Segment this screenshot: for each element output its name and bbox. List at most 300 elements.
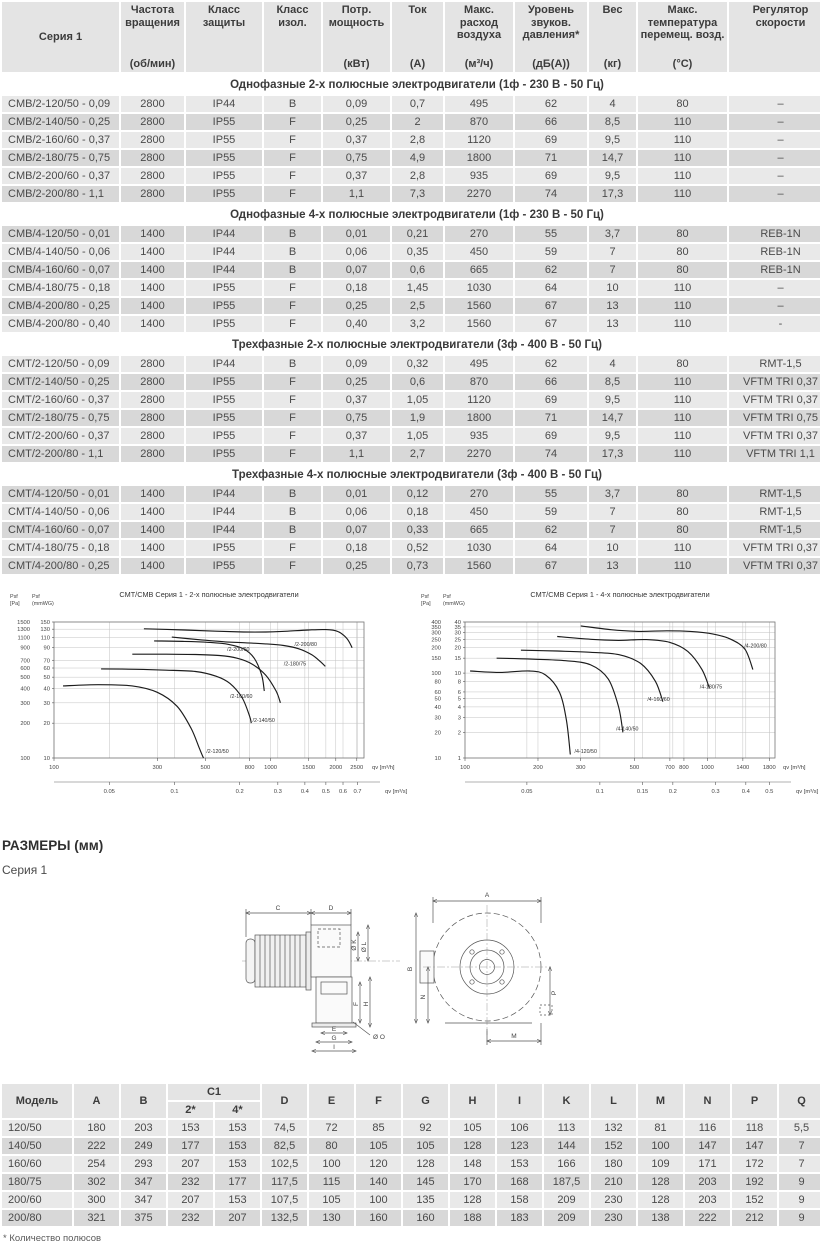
svg-text:0.4: 0.4 [741,789,750,795]
svg-text:1500: 1500 [17,620,30,626]
value-cell: 2,5 [392,298,443,314]
value-cell: 81 [638,1120,683,1136]
value-cell: F [264,316,321,332]
svg-text:/2-140/50: /2-140/50 [252,717,275,724]
value-cell: 1400 [121,316,184,332]
value-cell: VFTM TRI 0,75 [729,410,820,426]
header-row [2,2,820,72]
value-cell: 100 [309,1156,354,1172]
column-header: E [309,1084,354,1118]
chart-grid [465,622,775,758]
value-cell: IP44 [186,522,262,538]
spec-row [2,504,820,520]
column-header: Класс изол. [264,2,321,72]
fan-curves-chart-2pole [4,586,409,824]
value-cell: 2,8 [392,132,443,148]
model-cell: CMB/4-160/60 - 0,07 [2,262,119,278]
value-cell: 935 [445,168,513,184]
value-cell: 92 [403,1120,448,1136]
column-header: Ток (А) [392,2,443,72]
value-cell: 113 [544,1120,589,1136]
spec-row [2,132,820,148]
value-cell: IP44 [186,262,262,278]
svg-text:1500: 1500 [302,765,316,771]
value-cell: 0,25 [323,114,390,130]
value-cell: 302 [74,1174,119,1190]
value-cell: 1,9 [392,410,443,426]
value-cell: 168 [497,1174,542,1190]
value-cell: 2800 [121,96,184,112]
value-cell: 3,7 [589,486,636,502]
value-cell: 64 [515,540,587,556]
svg-text:30: 30 [43,700,50,707]
model-cell: CMT/4-200/80 - 0,25 [2,558,119,574]
value-cell: F [264,428,321,444]
svg-text:30: 30 [454,630,461,637]
fan-curves-chart-4pole [415,586,820,824]
value-cell: 177 [215,1174,260,1190]
value-cell: 7 [589,262,636,278]
column-header: Q [779,1084,820,1118]
model-cell: CMB/4-200/80 - 0,40 [2,316,119,332]
svg-text:/2-180/75: /2-180/75 [283,661,307,668]
value-cell: 0,75 [323,410,390,426]
svg-text:(mmWG): (mmWG) [32,601,54,607]
value-cell: IP55 [186,374,262,390]
model-cell: 120/50 [2,1120,72,1136]
model-cell: CMB/2-200/60 - 0,37 [2,168,119,184]
spec-row [2,410,820,426]
svg-text:qv [m³/s]: qv [m³/s] [385,789,408,795]
value-cell: 71 [515,150,587,166]
value-cell: 183 [497,1210,542,1226]
value-cell: 0,6 [392,262,443,278]
model-cell: CMT/4-160/60 - 0,07 [2,522,119,538]
svg-text:3: 3 [457,715,461,722]
value-cell: 110 [638,558,727,574]
section-title: Трехфазные 4-х полюсные электродвигатели (3ф - 400 В - 50 Гц) [2,464,820,484]
value-cell: 192 [732,1174,777,1190]
value-cell: 0,07 [323,262,390,278]
svg-text:10: 10 [454,671,461,678]
model-cell: 160/60 [2,1156,72,1172]
dim-label-l: Ø L [361,941,368,953]
spec-row [2,114,820,130]
svg-text:1400: 1400 [736,765,750,771]
value-cell: 0,52 [392,540,443,556]
value-cell: VFTM TRI 0,37 [729,540,820,556]
value-cell: 180 [74,1120,119,1136]
value-cell: 0,07 [323,522,390,538]
value-cell: 254 [74,1156,119,1172]
svg-text:0.2: 0.2 [235,789,244,795]
chart-curve-labels [206,642,317,755]
svg-text:0.3: 0.3 [273,789,282,795]
value-cell: REB-1N [729,262,820,278]
column-header: A [74,1084,119,1118]
value-cell: – [729,186,820,202]
value-cell: 13 [589,558,636,574]
svg-text:500: 500 [20,675,30,682]
value-cell: 138 [638,1210,683,1226]
spec-row [2,428,820,444]
svg-text:Psf: Psf [443,594,451,600]
svg-text:200: 200 [431,645,441,652]
value-cell: 0,33 [392,522,443,538]
value-cell: 13 [589,298,636,314]
svg-text:/4-200/80: /4-200/80 [744,643,767,650]
value-cell: 1400 [121,486,184,502]
value-cell: 170 [450,1174,495,1190]
value-cell: 152 [591,1138,636,1154]
value-cell: 67 [515,316,587,332]
column-header: Модель [2,1084,72,1118]
value-cell: IP55 [186,186,262,202]
value-cell: 106 [497,1120,542,1136]
value-cell: 128 [450,1138,495,1154]
svg-text:/4-160/60: /4-160/60 [647,696,670,703]
column-header: I [497,1084,542,1118]
value-cell: 171 [685,1156,730,1172]
value-cell: IP55 [186,392,262,408]
value-cell: IP55 [186,540,262,556]
value-cell: 1400 [121,522,184,538]
svg-text:0.6: 0.6 [338,789,348,795]
value-cell: – [729,280,820,296]
spec-row [2,96,820,112]
dim-label-e: E [331,1026,337,1033]
svg-text:130: 130 [40,627,50,634]
svg-text:0.15: 0.15 [636,789,649,795]
column-header: N [685,1084,730,1118]
value-cell: 14,7 [589,150,636,166]
value-cell: IP55 [186,150,262,166]
section-title: Трехфазные 2-х полюсные электродвигатели (3ф - 400 В - 50 Гц) [2,334,820,354]
value-cell: 110 [638,114,727,130]
value-cell: 132,5 [262,1210,307,1226]
section-header-row [2,204,820,224]
value-cell: 110 [638,186,727,202]
column-header: G [403,1084,448,1118]
value-cell: 0,73 [392,558,443,574]
value-cell: 62 [515,356,587,372]
value-cell: 209 [544,1210,589,1226]
value-cell: 55 [515,486,587,502]
model-cell: CMT/2-200/80 - 1,1 [2,446,119,462]
svg-text:100: 100 [49,765,59,771]
svg-text:1000: 1000 [700,765,714,771]
value-cell: VFTM TRI 1,1 [729,446,820,462]
model-cell: CMT/2-180/75 - 0,75 [2,410,119,426]
model-cell: 180/75 [2,1174,72,1190]
value-cell: 110 [638,410,727,426]
value-cell: 2 [392,114,443,130]
column-header: C1 [168,1084,260,1100]
column-header: Макс. расход воздуха (м³/ч) [445,2,513,72]
column-header: K [544,1084,589,1118]
value-cell: 158 [497,1192,542,1208]
svg-text:70: 70 [43,658,50,665]
svg-text:20: 20 [434,730,441,737]
value-cell: 1120 [445,392,513,408]
value-cell: IP44 [186,486,262,502]
value-cell: 80 [638,244,727,260]
value-cell: 0,7 [392,96,443,112]
value-cell: 105 [356,1138,401,1154]
value-cell: 55 [515,226,587,242]
svg-text:100: 100 [20,756,30,762]
value-cell: 207 [168,1192,213,1208]
value-cell: 128 [403,1156,448,1172]
value-cell: B [264,504,321,520]
value-cell: 232 [168,1174,213,1190]
value-cell: IP55 [186,428,262,444]
model-cell: CMB/2-120/50 - 0,09 [2,96,119,112]
chart-axes [10,590,408,795]
value-cell: 147 [732,1138,777,1154]
value-cell: - [729,316,820,332]
value-cell: 177 [168,1138,213,1154]
value-cell: 59 [515,504,587,520]
column-header: Класс защиты [186,2,262,72]
value-cell: 9,5 [589,132,636,148]
side-view-geometry [242,909,400,1051]
value-cell: 9 [779,1174,820,1190]
dimension-row [2,1192,820,1208]
value-cell: IP44 [186,244,262,260]
spec-row [2,558,820,574]
spec-row [2,168,820,184]
value-cell: 0,06 [323,244,390,260]
value-cell: 13 [589,316,636,332]
svg-text:1300: 1300 [17,627,30,634]
section-title: Однофазные 4-х полюсные электродвигатели (1ф - 230 В - 50 Гц) [2,204,820,224]
value-cell: 7,3 [392,186,443,202]
dim-label-b: B [407,966,414,972]
value-cell: 3,7 [589,226,636,242]
dimension-drawing [240,883,580,1070]
value-cell: B [264,96,321,112]
svg-text:250: 250 [431,637,441,644]
value-cell: 152 [732,1192,777,1208]
value-cell: 2,8 [392,168,443,184]
dimensions-table-body [2,1120,820,1226]
value-cell: 160 [356,1210,401,1226]
svg-text:300: 300 [431,630,441,637]
value-cell: 9,5 [589,168,636,184]
value-cell: 1,45 [392,280,443,296]
value-cell: 7 [589,504,636,520]
value-cell: 0,37 [323,428,390,444]
dimension-drawing-svg [240,883,580,1065]
value-cell: 207 [168,1156,213,1172]
spec-row [2,392,820,408]
svg-text:50: 50 [43,675,50,682]
value-cell: F [264,150,321,166]
value-cell: IP55 [186,558,262,574]
svg-text:150: 150 [431,656,441,663]
svg-text:0.1: 0.1 [170,789,179,795]
value-cell: 1,05 [392,392,443,408]
spec-row [2,446,820,462]
value-cell: 0,25 [323,298,390,314]
value-cell: 665 [445,522,513,538]
dimensions-series-subtitle: Серия 1 [2,863,48,877]
value-cell: – [729,114,820,130]
value-cell: 3,2 [392,316,443,332]
model-cell: CMT/2-140/50 - 0,25 [2,374,119,390]
model-cell: CMB/2-160/60 - 0,37 [2,132,119,148]
value-cell: – [729,168,820,184]
svg-text:90: 90 [43,645,50,652]
value-cell: 80 [638,226,727,242]
model-cell: CMT/2-160/60 - 0,37 [2,392,119,408]
value-cell: 153 [215,1156,260,1172]
value-cell: 128 [450,1192,495,1208]
value-cell: 69 [515,428,587,444]
svg-text:Psf: Psf [10,594,18,600]
value-cell: 107,5 [262,1192,307,1208]
svg-text:10: 10 [434,756,441,762]
value-cell: 115 [309,1174,354,1190]
value-cell: IP44 [186,356,262,372]
dimensions-heading: РАЗМЕРЫ (мм) [2,838,104,853]
svg-text:0.05: 0.05 [521,789,533,795]
value-cell: 10 [589,540,636,556]
svg-text:900: 900 [20,645,30,652]
svg-text:40: 40 [434,704,441,711]
spec-row [2,540,820,556]
svg-text:2: 2 [457,730,461,737]
value-cell: 145 [403,1174,448,1190]
value-cell: 110 [638,392,727,408]
svg-text:0.5: 0.5 [765,789,774,795]
value-cell: – [729,150,820,166]
svg-text:10: 10 [43,756,50,762]
value-cell: 300 [74,1192,119,1208]
value-cell: 1800 [445,150,513,166]
value-cell: 293 [121,1156,166,1172]
value-cell: 74 [515,446,587,462]
spec-row [2,522,820,538]
value-cell: 5,5 [779,1120,820,1136]
value-cell: 80 [638,486,727,502]
svg-text:20: 20 [43,721,50,728]
value-cell: 0,06 [323,504,390,520]
svg-text:0.1: 0.1 [595,789,604,795]
value-cell: 2800 [121,374,184,390]
value-cell: F [264,410,321,426]
model-cell: CMT/4-180/75 - 0,18 [2,540,119,556]
svg-text:400: 400 [20,686,30,693]
value-cell: 100 [356,1192,401,1208]
svg-text:20: 20 [454,645,461,652]
value-cell: F [264,374,321,390]
value-cell: 1,05 [392,428,443,444]
value-cell: 347 [121,1174,166,1190]
front-view-geometry [416,897,552,1045]
value-cell: 9 [779,1210,820,1226]
value-cell: 10 [589,280,636,296]
value-cell: – [729,298,820,314]
value-cell: 109 [638,1156,683,1172]
value-cell: 110 [638,428,727,444]
svg-text:700: 700 [20,658,30,665]
value-cell: 172 [732,1156,777,1172]
column-header: Макс. температура перемещ. возд. (°С) [638,2,727,72]
value-cell: 66 [515,374,587,390]
value-cell: 1400 [121,280,184,296]
value-cell: 17,3 [589,186,636,202]
value-cell: VFTM TRI 0,37 [729,374,820,390]
value-cell: 0,6 [392,374,443,390]
value-cell: 135 [403,1192,448,1208]
value-cell: RMT-1,5 [729,486,820,502]
value-cell: B [264,486,321,502]
value-cell: 2800 [121,150,184,166]
value-cell: 2800 [121,114,184,130]
value-cell: 495 [445,356,513,372]
value-cell: 110 [638,374,727,390]
value-cell: 0,01 [323,486,390,502]
value-cell: VFTM TRI 0,37 [729,558,820,574]
value-cell: F [264,446,321,462]
value-cell: 110 [638,168,727,184]
value-cell: – [729,96,820,112]
poles-footnote: * Количество полюсов [3,1233,102,1244]
value-cell: 230 [591,1192,636,1208]
value-cell: 69 [515,168,587,184]
svg-text:8: 8 [457,679,461,686]
value-cell: 80 [638,96,727,112]
value-cell: 2800 [121,132,184,148]
value-cell: 123 [497,1138,542,1154]
value-cell: 7 [779,1156,820,1172]
value-cell: 0,18 [323,540,390,556]
svg-text:qv [m³/h]: qv [m³/h] [372,765,395,771]
value-cell: 110 [638,132,727,148]
column-header: M [638,1084,683,1118]
section-title: Однофазные 2-х полюсные электродвигатели (1ф - 230 В - 50 Гц) [2,74,820,94]
value-cell: 128 [638,1192,683,1208]
spec-row [2,244,820,260]
value-cell: REB-1N [729,244,820,260]
svg-text:800: 800 [244,765,255,771]
spec-table-header [2,2,820,72]
value-cell: 9 [779,1192,820,1208]
value-cell: 153 [168,1120,213,1136]
value-cell: 1400 [121,504,184,520]
value-cell: 203 [685,1192,730,1208]
value-cell: 270 [445,486,513,502]
value-cell: REB-1N [729,226,820,242]
dim-label-a: A [484,892,490,899]
value-cell: 69 [515,392,587,408]
value-cell: 0,21 [392,226,443,242]
value-cell: 203 [685,1174,730,1190]
value-cell: 0,09 [323,356,390,372]
value-cell: 495 [445,96,513,112]
column-header: Регулятор скорости [729,2,820,72]
value-cell: 110 [638,446,727,462]
value-cell: 110 [638,150,727,166]
value-cell: F [264,392,321,408]
section-header-row [2,74,820,94]
value-cell: B [264,262,321,278]
model-cell: 200/60 [2,1192,72,1208]
value-cell: F [264,186,321,202]
value-cell: 270 [445,226,513,242]
